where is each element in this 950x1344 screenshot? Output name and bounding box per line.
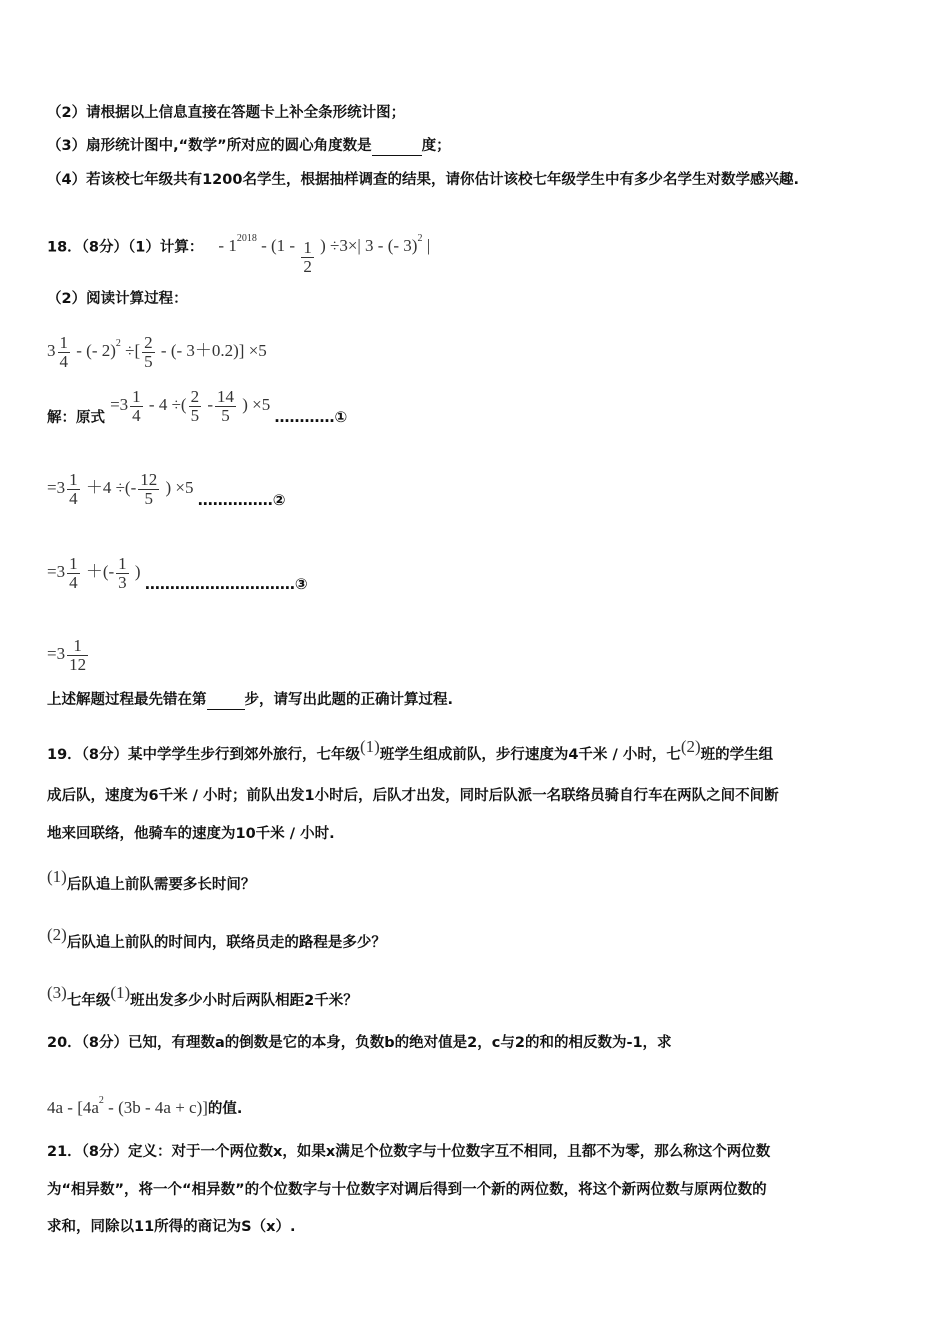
q17-item3 [47,136,451,156]
answer-blank [372,141,422,156]
q19-line3: 地来回联络，他骑车的速度为10千米 / 小时. [47,826,335,842]
q19-line1: 19．（8分）某中学学生步行到郊外旅行，七年级(1)班学生组成前队，步行速度为4千米 / 小时，七(2)班的学生组 [47,737,774,763]
q18-header [47,218,430,277]
q20-line1: 20．（8分）已知，有理数a的倒数是它的本身，负数b的绝对值是2，c与2的和的相反数为-1，求 [47,1035,672,1051]
step1-dots: …………① [274,408,348,426]
step1-expression: =3 $\frac{1}{4}$ - 4 ÷( $\frac{2}{5}$ - $\frac{14}{5}$ ) ×5 [110,386,271,425]
fraction: $\frac{1}{2}$ [303,237,312,276]
q20-expression: $4a - [4a^2 - (3b - 4a + c)]$ [47,1095,208,1117]
q17-item4: （4）若该校七年级共有1200名学生，根据抽样调查的结果，请你估计该校七年级学生中有多少名学生对数学感兴趣. [47,172,799,188]
q21-line1: 21．（8分）定义：对于一个两位数x，如果x满足个位数字与十位数字互不相同，且都不为零，那么称这个两位数 [47,1144,771,1160]
q17-item3-tail: 度； [421,138,451,154]
q20-expression-tail: 的值. [207,1101,243,1117]
q18-step2 [47,464,285,524]
q19-sub2: (2)后队追上前队的时间内，联络员走的路程是多少？ [47,925,386,951]
q19-sub1: (1)后队追上前队需要多长时间？ [47,867,256,893]
answer-blank [207,695,245,710]
q17-item3-text: （3）扇形统计图中,“数学”所对应的圆心角度数是 [47,138,372,154]
solution-label: 解：原式 [47,410,105,426]
q18-sub2: （2）阅读计算过程： [47,291,188,307]
q21-line3: 求和，同除以11所得的商记为S（x）. [47,1219,296,1235]
q18-expression: 3 $\frac{1}{4}$ - (- 2)$^2$ ÷[ $\frac{2}{5}$ - (- 3＋0.2)] ×5 [47,332,267,371]
q19-sub3: (3)七年级(1)班出发多少小时后两队相距2千米？ [47,983,358,1009]
step3-expression: =3 $\frac{1}{4}$ ＋(- $\frac{1}{3}$ ) [47,553,141,592]
q21-line2: 为“相异数”，将一个“相异数”的个位数字与十位数字对调后得到一个新的两位数，将这个新两位数与原两位数的 [47,1182,767,1198]
q17-item2: （2）请根据以上信息直接在答题卡上补全条形统计图； [47,105,406,121]
step3-dots: …………………………③ [144,575,308,593]
q18-step4: =3 $\frac{1}{12}$ [47,635,87,674]
q18-step3 [47,548,308,608]
q20-expression-line [47,1088,242,1122]
q19-line2: 成后队，速度为6千米 / 小时；前队出发1小时后，后队才出发，同时后队派一名联络员骑自行车在两队之间不间断 [47,788,779,804]
step2-expression: =3 $\frac{1}{4}$ ＋4 ÷(- $\frac{12}{5}$ ) ×5 [47,469,194,508]
q18-title: 18．（8分）（1）计算： [47,239,204,256]
q18-conclusion: 上述解题过程最先错在第 步，请写出此题的正确计算过程. [47,692,454,708]
q18-step1 [47,381,347,442]
q18-calc-expression: - $1^{2018} - (1$ - $\frac{1}{2}$ ) ÷3×| 3 - (- 3)$^2$ | [218,233,431,276]
step2-dots: ……………② [197,491,286,509]
